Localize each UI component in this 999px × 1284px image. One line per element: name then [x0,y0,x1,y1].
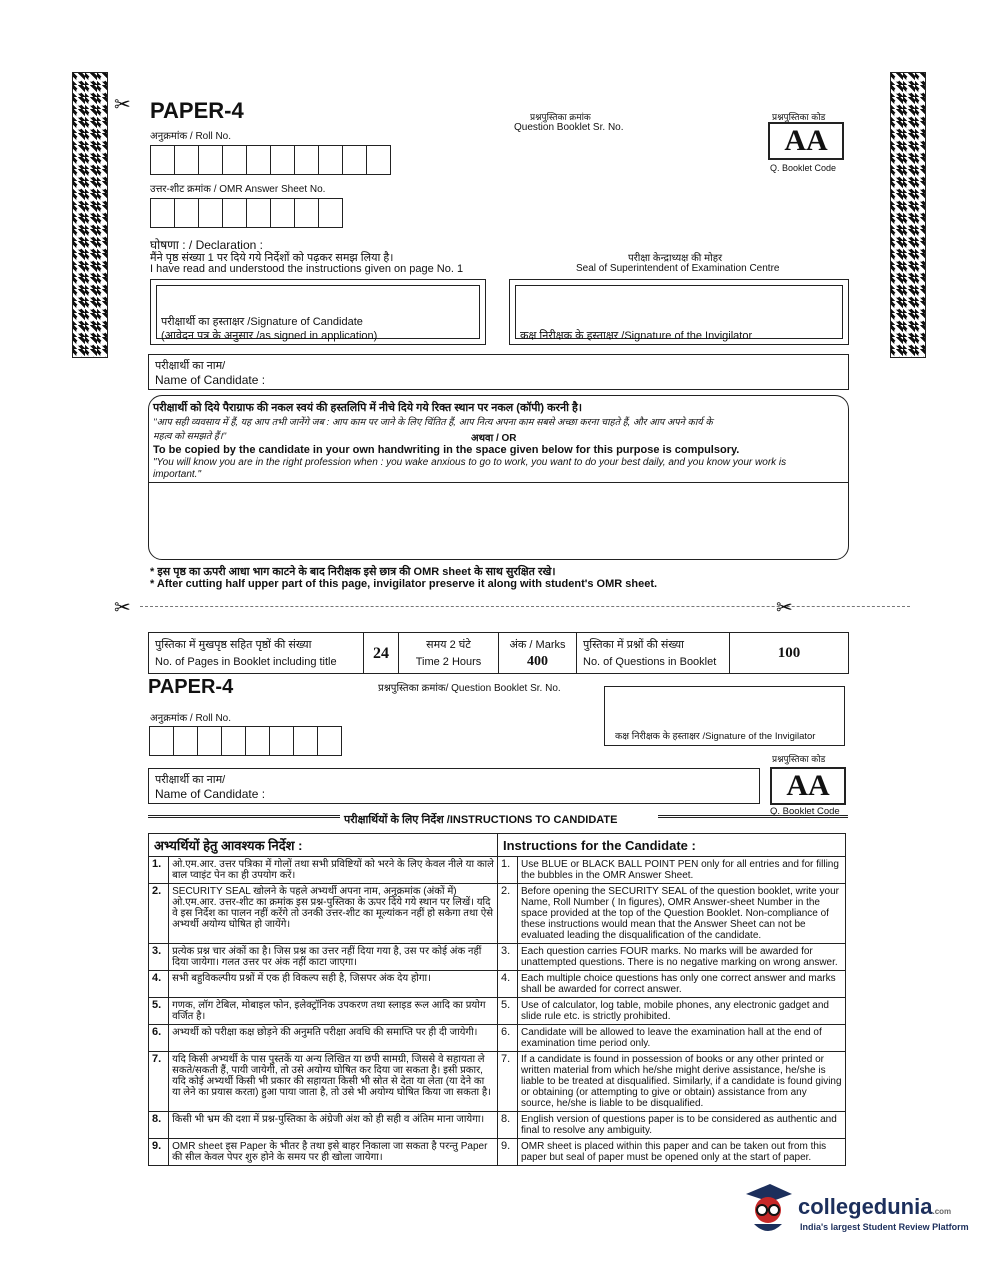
banner-rule-left [148,815,340,818]
mascot-icon [742,1180,794,1236]
table-row: 8. किसी भी भ्रम की दशा में प्रश्न-पुस्तिका के अंग्रेजी अंश को ही सही व अंतिम माना जायेगा। 8. English version of questions paper is to be considered as authentic and final to resolve any ambiguity. [149,1112,846,1139]
omr-sheet-label: उत्तर-शीट क्रमांक / OMR Answer Sheet No. [150,184,326,195]
banner-rule-right [658,815,848,818]
bottom-name-hi: परीक्षार्थी का नाम/ [155,774,226,786]
copy-heading-hi: परीक्षार्थी को दिये पैराग्राफ की नकल स्वयं की हस्तलिपि में नीचे दिये गये रिक्त स्थान पर नकल (कॉपी) करनी है। [153,402,583,414]
table-row: 7. यदि किसी अभ्यर्थी के पास पुस्तकें या अन्य लिखित या छपी सामग्री, जिससे वे सहायता ले सकते/सकती हैं, पायी जायेगी, तो उसे अयोग्य घोषित कर दिया जा सकता है। इसी प्रकार, यदि कोई अभ्यर्थी किसी भी प्रकार की सहायता किसी भी स्रोत से देता या लेता (या देने का या लेने का प्रयास करता) हुआ पाया जाता है, तो उसे भी अयोग्य घोषित किया जा सकता है। 7. If a candidate is found in possession of books or any other printed or written material from which he/she might derive assistance, he/she is liable to be treated at disqualified. Similarly, if a candidate is found giving or obtaining (or attempting to give or obtain) assistance from any source, he/she is liable to be disqualified. [149,1052,846,1112]
marks-value: 400 [527,654,548,669]
pages-label-hi: पुस्तिका में मुखपृष्ठ सहित पृष्ठों की संख्या [155,639,312,651]
bottom-booklet-code-en: Q. Booklet Code [770,806,840,817]
copy-quote-hi-1: ''आप सही व्यवसाय में हैं, यह आप तभी जानेंगे जब : आप काम पर जाने के लिए चिंतित हैं, आप नित्य अपना काम सबसे अच्छा करना चाहते हैं, और आप अपने कार्य के [153,417,713,428]
scissors-icon-left: ✂ [114,597,131,619]
copy-divider [149,482,848,483]
bottom-roll-label: अनुक्रमांक / Roll No. [150,713,232,724]
questions-label-en: No. of Questions in Booklet [583,656,717,668]
instructions-head-en: Instructions for the Candidate : [498,834,846,857]
candidate-signature-note: (आवेदन पत्र के अनुसार /as signed in application) [161,330,378,342]
seal-en: Seal of Superintendent of Examination Centre [576,263,780,274]
marks-label: अंक / Marks [509,639,566,651]
table-row: 6. अभ्यर्थी को परीक्षा कक्ष छोड़ने की अनुमति परीक्षा अवधि की समाप्ति पर ही दी जायेगी। 6. Candidate will be allowed to leave the examination hall at the end of examination time period only. [149,1025,846,1052]
questions-value: 100 [777,645,801,661]
candidate-signature-box[interactable] [150,279,486,345]
instructions-head-hi: अभ्यर्थियों हेतु आवश्यक निर्देश : [149,834,498,857]
questions-label-hi: पुस्तिका में प्रश्नों की संख्या [583,639,685,651]
collegedunia-logo [742,1180,972,1240]
invigilator-signature-box[interactable] [509,279,849,345]
booklet-sr-en: Question Booklet Sr. No. [514,122,624,133]
scissors-icon: ✂ [114,94,131,116]
declaration-hi: मैंने पृष्ठ संख्या 1 पर दिये गये निर्देशों को पढ़कर समझ लिया है। [150,252,394,264]
booklet-code-en: Q. Booklet Code [770,163,837,173]
paper-title: PAPER-4 [150,98,244,123]
invigilator-signature-label: कक्ष निरीक्षक के हस्ताक्षर /Signature of the Invigilator [520,330,753,342]
scissors-icon-right: ✂ [776,597,793,619]
bottom-invigilator-label: कक्ष निरीक्षक के हस्ताक्षर /Signature of the Invigilator [615,731,816,742]
time-en: Time 2 Hours [415,656,482,668]
booklet-sr-hi: प्रश्नपुस्तिका क्रमांक [530,112,591,122]
note-hi: * इस पृष्ठ का ऊपरी आधा भाग काटने के बाद निरीक्षक इसे छात्र की OMR sheet के साथ सुरक्षित रखे। [150,566,556,578]
cut-line [140,606,910,607]
pages-value: 24 [373,645,389,662]
table-row: 9. OMR sheet इस Paper के भीतर है तथा इसे बाहर निकाला जा सकता है परन्तु Paper की सील केवल पेपर शुरु होने के समय पर ही खोला जायेगा। 9. OMR sheet is placed within this paper and can be taken out from this paper but seal of paper must be opened only at the start of paper. [149,1139,846,1166]
table-row: 2. SECURITY SEAL खोलने के पहले अभ्यर्थी अपना नाम, अनुक्रमांक (अंकों में) ओ.एम.आर. उत्तर-शीट का क्रमांक इस प्रश्न-पुस्तिका के ऊपर दिये गये स्थान पर लिखें। यदि वे इस निर्देश का पालन नहीं करेंगे तो उनकी उत्तर-शीट का मूल्यांकन नहीं हो सकेगा तथा ऐसे अभ्यर्थी अयोग्य घोषित हो जायेंगे। 2. Before opening the SECURITY SEAL of the question booklet, write your Name, Roll Number ( In figures), OMR Answer-sheet Number in the space provided at the top of the Question Booklet. Non-compliance of these instructions would mean that the Answer Sheet can not be evaluated leading the disqualification of the candidate. [149,884,846,944]
note-en: * After cutting half upper part of this page, invigilator preserve it along with student's OMR sheet. [150,578,658,590]
bottom-paper-title: PAPER-4 [148,676,234,698]
seal-hi: परीक्षा केन्द्राध्यक्ष की मोहर [628,253,723,264]
table-row: 4. सभी बहुविकल्पीय प्रश्नों में एक ही विकल्प सही है, जिसपर अंक देय होगा। 4. Each multiple choice questions has only one correct answer and marks shall be awarded for correct answer. [149,971,846,998]
right-security-pattern [890,72,926,358]
declaration-en: I have read and understood the instructions given on page No. 1 [150,263,464,275]
booklet-stats [148,632,849,674]
instructions-table [148,833,846,1166]
pages-label-en: No. of Pages in Booklet including title [155,656,337,668]
copy-heading-en: To be copied by the candidate in your own handwriting in the space given below for this purpose is compulsory. [153,444,740,456]
copy-paragraph-area[interactable] [148,395,849,560]
brand-name: collegedunia.com [798,1194,952,1219]
table-row: 5. गणक, लॉग टेबिल, मोबाइल फोन, इलेक्ट्रॉनिक उपकरण तथा स्लाइड रूल आदि का प्रयोग वर्जित है। 5. Use of calculator, log table, mobile phones, any electronic gadget and slide rule etc. is strictly prohibited. [149,998,846,1025]
roll-no-boxes[interactable] [150,145,390,175]
candidate-signature-label: परीक्षार्थी का हस्ताक्षर /Signature of Candidate [161,316,363,328]
bottom-booklet-sr: प्रश्नपुस्तिका क्रमांक/ Question Booklet Sr. No. [378,683,561,694]
booklet-code: AA [768,122,844,160]
bottom-booklet-code: AA [770,767,846,805]
instructions-banner: परीक्षार्थियों के लिए निर्देश /INSTRUCTIONS TO CANDIDATE [344,814,618,826]
name-label-hi: परीक्षार्थी का नाम/ [155,360,226,372]
omr-sheet-boxes[interactable] [150,198,342,228]
table-row: 1. ओ.एम.आर. उत्तर पत्रिका में गोलों तथा सभी प्रविष्टियों को भरने के लिए केवल नीले या काले बाल प्वाइंट पेन का ही उपयोग करें। 1. Use BLUE or BLACK BALL POINT PEN only for all entries and for filling the bubbles in the OMR Answer Sheet. [149,857,846,884]
roll-no-label: अनुक्रमांक / Roll No. [150,131,232,142]
bottom-roll-boxes[interactable] [149,726,341,756]
bottom-name-box[interactable] [148,768,760,804]
copy-quote-en-2: important." [153,469,202,480]
copy-quote-hi-2: महत्व को समझते हैं।'' [153,431,227,442]
left-security-pattern [72,72,108,358]
bottom-invigilator-box[interactable] [604,686,845,746]
or-label: अथवा / OR [471,433,517,444]
brand-tagline: India's largest Student Review Platform [800,1222,969,1232]
bottom-name-en: Name of Candidate : [155,787,266,801]
name-label-en: Name of Candidate : [155,373,266,387]
copy-quote-en-1: "You will know you are in the right profession when : you wake anxious to go to work, you want to do your best daily, and you know your work is [153,457,787,468]
bottom-booklet-code-hi: प्रश्नपुस्तिका कोड [772,754,826,764]
declaration-title: घोषणा : / Declaration : [150,238,263,252]
booklet-code-hi: प्रश्नपुस्तिका कोड [772,112,826,122]
time-hi: समय 2 घंटे [426,639,471,651]
candidate-name-box[interactable] [148,354,849,390]
table-row: 3. प्रत्येक प्रश्न चार अंकों का है। जिस प्रश्न का उत्तर नहीं दिया गया है, उस पर कोई अंक नहीं दिया जायेगा। गलत उत्तर पर अंक नहीं काटा जाएगा। 3. Each question carries FOUR marks. No marks will be awarded for unattempted questions. There is no negative marking on wrong answer. [149,944,846,971]
